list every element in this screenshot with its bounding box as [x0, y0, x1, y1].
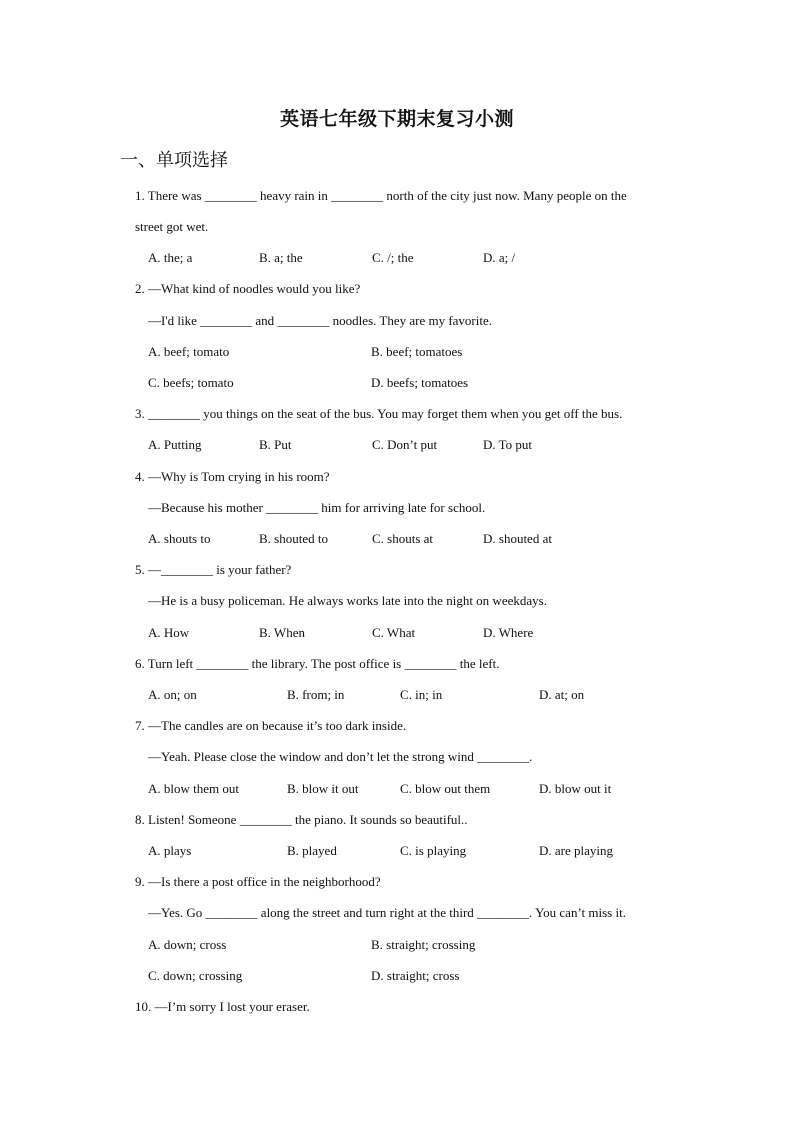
question-2-option-b: B. beef; tomatoes — [371, 344, 463, 359]
question-2-response: —I'd like ________ and ________ noodles. They are my favorite. — [148, 313, 493, 328]
question-9-option-d: D. straight; cross — [371, 968, 460, 983]
question-8-stem: 8. Listen! Someone ________ the piano. It sounds so beautiful.. — [135, 812, 468, 827]
question-4-option-d: D. shouted at — [483, 531, 552, 546]
question-5-option-c: C. What — [372, 625, 416, 640]
question-5-option-b: B. When — [259, 625, 305, 640]
question-9-option-c: C. down; crossing — [148, 968, 243, 983]
question-2-stem: 2. —What kind of noodles would you like? — [135, 281, 361, 296]
question-3-option-d: D. To put — [483, 437, 533, 452]
question-10-stem: 10. —I’m sorry I lost your eraser. — [135, 999, 310, 1014]
question-4-option-c: C. shouts at — [372, 531, 434, 546]
question-6-option-a: A. on; on — [148, 687, 197, 702]
question-3-stem: 3. ________ you things on the seat of the bus. You may forget them when you get off the bus. — [135, 406, 623, 421]
question-3-option-b: B. Put — [259, 437, 292, 452]
question-5-stem: 5. —________ is your father? — [135, 562, 292, 577]
question-5-response: —He is a busy policeman. He always works late into the night on weekdays. — [148, 593, 547, 608]
question-6-option-d: D. at; on — [539, 687, 585, 702]
question-7-stem: 7. —The candles are on because it’s too dark inside. — [135, 718, 407, 733]
question-5-option-d: D. Where — [483, 625, 534, 640]
question-4-option-b: B. shouted to — [259, 531, 328, 546]
question-1-option-b: B. a; the — [259, 250, 303, 265]
question-9-option-a: A. down; cross — [148, 937, 227, 952]
question-6-option-b: B. from; in — [287, 687, 345, 702]
question-1-stem-continued: street got wet. — [135, 219, 209, 234]
question-1-option-c: C. /; the — [372, 250, 414, 265]
question-7-option-d: D. blow out it — [539, 781, 612, 796]
question-1-option-d: D. a; / — [483, 250, 516, 265]
question-8-option-b: B. played — [287, 843, 337, 858]
question-8-option-d: D. are playing — [539, 843, 614, 858]
question-2-option-c: C. beefs; tomato — [148, 375, 234, 390]
question-8-option-c: C. is playing — [400, 843, 467, 858]
question-7-option-c: C. blow out them — [400, 781, 491, 796]
question-3-option-a: A. Putting — [148, 437, 202, 452]
question-1-option-a: A. the; a — [148, 250, 193, 265]
question-3-option-c: C. Don’t put — [372, 437, 438, 452]
section-heading: 一、单项选择 — [120, 150, 228, 171]
question-4-option-a: A. shouts to — [148, 531, 211, 546]
question-7-option-b: B. blow it out — [287, 781, 359, 796]
document-title: 英语七年级下期末复习小测 — [279, 108, 514, 130]
question-7-option-a: A. blow them out — [148, 781, 239, 796]
question-2-option-a: A. beef; tomato — [148, 344, 230, 359]
question-6-stem: 6. Turn left ________ the library. The post office is ________ the left. — [135, 656, 500, 671]
question-4-response: —Because his mother ________ him for arriving late for school. — [148, 500, 486, 515]
question-6-option-c: C. in; in — [400, 687, 443, 702]
question-7-response: —Yeah. Please close the window and don’t let the strong wind ________. — [148, 749, 533, 764]
question-2-option-d: D. beefs; tomatoes — [371, 375, 469, 390]
question-9-stem: 9. —Is there a post office in the neighborhood? — [135, 874, 381, 889]
question-8-option-a: A. plays — [148, 843, 192, 858]
question-1-stem: 1. There was ________ heavy rain in ________ north of the city just now. Many people on the — [135, 188, 627, 203]
question-9-response: —Yes. Go ________ along the street and turn right at the third ________. You can’t miss it. — [148, 905, 626, 920]
question-5-option-a: A. How — [148, 625, 190, 640]
question-4-stem: 4. —Why is Tom crying in his room? — [135, 469, 330, 484]
question-9-option-b: B. straight; crossing — [371, 937, 476, 952]
